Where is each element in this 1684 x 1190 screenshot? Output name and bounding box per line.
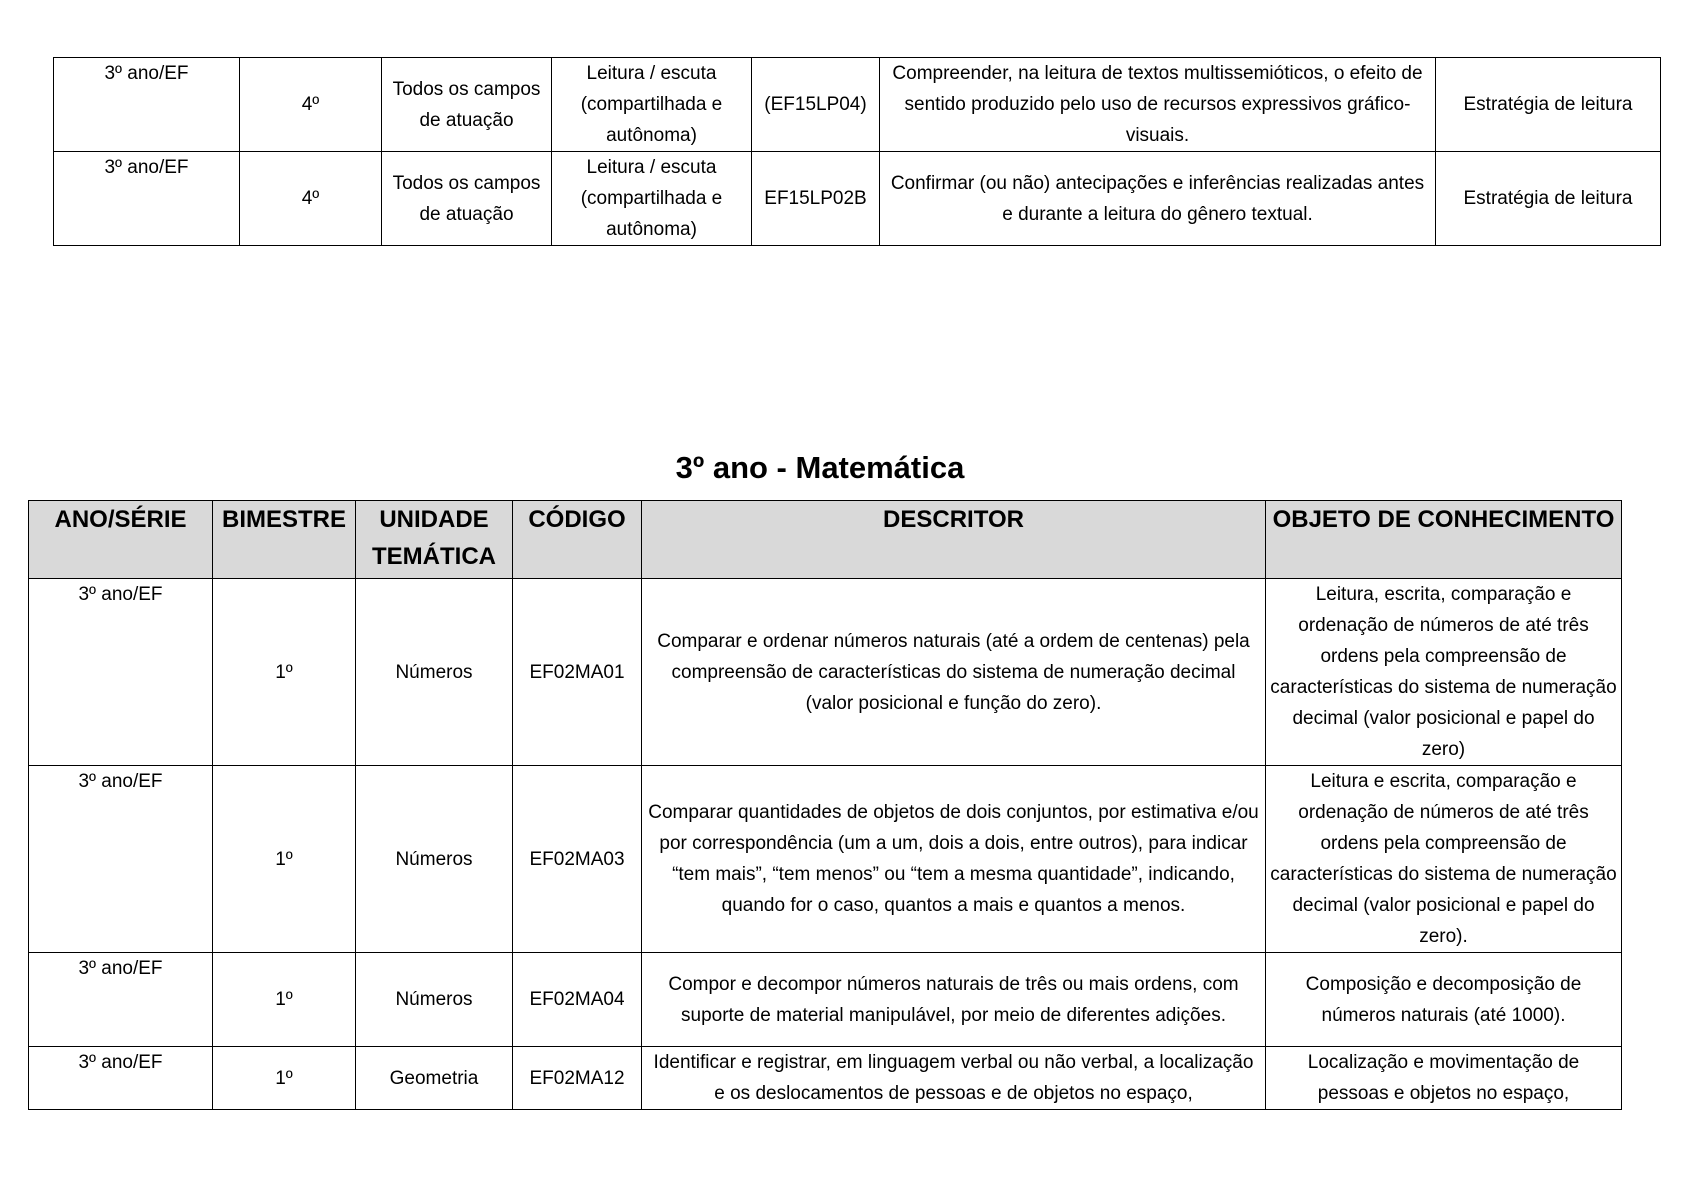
- reading-strategy-table: [53, 57, 1661, 246]
- objeto-cell: Estratégia de leitura: [1436, 58, 1661, 152]
- objeto-cell: Localização e movimentação de pessoas e objetos no espaço,: [1266, 1047, 1622, 1110]
- descritor-cell: Compreender, na leitura de textos multissemióticos, o efeito de sentido produzido pelo uso de recursos expressivos gráfico-visuais.: [880, 58, 1436, 152]
- table-row: [54, 152, 1661, 246]
- pratica-cell: Leitura / escuta (compartilhada e autônoma): [552, 58, 752, 152]
- ano-cell: 3º ano/EF: [54, 58, 240, 152]
- descritor-cell: Comparar quantidades de objetos de dois conjuntos, por estimativa e/ou por correspondência (um a um, dois a dois, entre outros), para indicar “tem mais”, “tem menos” ou “tem a mesma quantidade”, indicando, quando for o caso, quantos a mais e quantos a menos.: [642, 766, 1266, 953]
- codigo-cell: (EF15LP04): [752, 58, 880, 152]
- objeto-cell: Estratégia de leitura: [1436, 152, 1661, 246]
- table-row: [29, 766, 1622, 953]
- codigo-cell: EF15LP02B: [752, 152, 880, 246]
- table-row: [29, 579, 1622, 766]
- ano-cell: 3º ano/EF: [29, 579, 213, 766]
- bimestre-cell: 1º: [213, 1047, 356, 1110]
- campo-cell: Todos os campos de atuação: [382, 152, 552, 246]
- header-unidade-tematica: UNIDADE TEMÁTICA: [356, 501, 513, 579]
- unidade-cell: Geometria: [356, 1047, 513, 1110]
- descritor-cell: Compor e decompor números naturais de três ou mais ordens, com suporte de material manipulável, por meio de diferentes adições.: [642, 953, 1266, 1047]
- bimestre-cell: 1º: [213, 579, 356, 766]
- header-descritor: DESCRITOR: [642, 501, 1266, 579]
- bimestre-cell: 4º: [240, 152, 382, 246]
- codigo-cell: EF02MA12: [513, 1047, 642, 1110]
- header-ano-serie: ANO/SÉRIE: [29, 501, 213, 579]
- objeto-cell: Leitura e escrita, comparação e ordenação de números de até três ordens pela compreensão de características do sistema de numeração decimal (valor posicional e papel do zero).: [1266, 766, 1622, 953]
- header-codigo: CÓDIGO: [513, 501, 642, 579]
- unidade-cell: Números: [356, 953, 513, 1047]
- pratica-cell: Leitura / escuta (compartilhada e autônoma): [552, 152, 752, 246]
- descritor-cell: Comparar e ordenar números naturais (até a ordem de centenas) pela compreensão de características do sistema de numeração decimal (valor posicional e função do zero).: [642, 579, 1266, 766]
- header-bimestre: BIMESTRE: [213, 501, 356, 579]
- codigo-cell: EF02MA01: [513, 579, 642, 766]
- table-header-row: [29, 501, 1622, 579]
- header-objeto-conhecimento: OBJETO DE CONHECIMENTO: [1266, 501, 1622, 579]
- unidade-cell: Números: [356, 766, 513, 953]
- ano-cell: 3º ano/EF: [29, 766, 213, 953]
- ano-cell: 3º ano/EF: [29, 1047, 213, 1110]
- objeto-cell: Composição e decomposição de números naturais (até 1000).: [1266, 953, 1622, 1047]
- section-title: 3º ano - Matemática: [675, 450, 965, 485]
- ano-cell: 3º ano/EF: [29, 953, 213, 1047]
- ano-cell: 3º ano/EF: [54, 152, 240, 246]
- table-row: [29, 953, 1622, 1047]
- bimestre-cell: 1º: [213, 766, 356, 953]
- bimestre-cell: 4º: [240, 58, 382, 152]
- bimestre-cell: 1º: [213, 953, 356, 1047]
- codigo-cell: EF02MA04: [513, 953, 642, 1047]
- codigo-cell: EF02MA03: [513, 766, 642, 953]
- table-row: [54, 58, 1661, 152]
- campo-cell: Todos os campos de atuação: [382, 58, 552, 152]
- math-curriculum-table: [28, 500, 1622, 1110]
- unidade-cell: Números: [356, 579, 513, 766]
- descritor-cell: Confirmar (ou não) antecipações e inferências realizadas antes e durante a leitura do gênero textual.: [880, 152, 1436, 246]
- table-row: [29, 1047, 1622, 1110]
- objeto-cell: Leitura, escrita, comparação e ordenação de números de até três ordens pela compreensão de características do sistema de numeração decimal (valor posicional e papel do zero): [1266, 579, 1622, 766]
- descritor-cell: Identificar e registrar, em linguagem verbal ou não verbal, a localização e os deslocamentos de pessoas e de objetos no espaço,: [642, 1047, 1266, 1110]
